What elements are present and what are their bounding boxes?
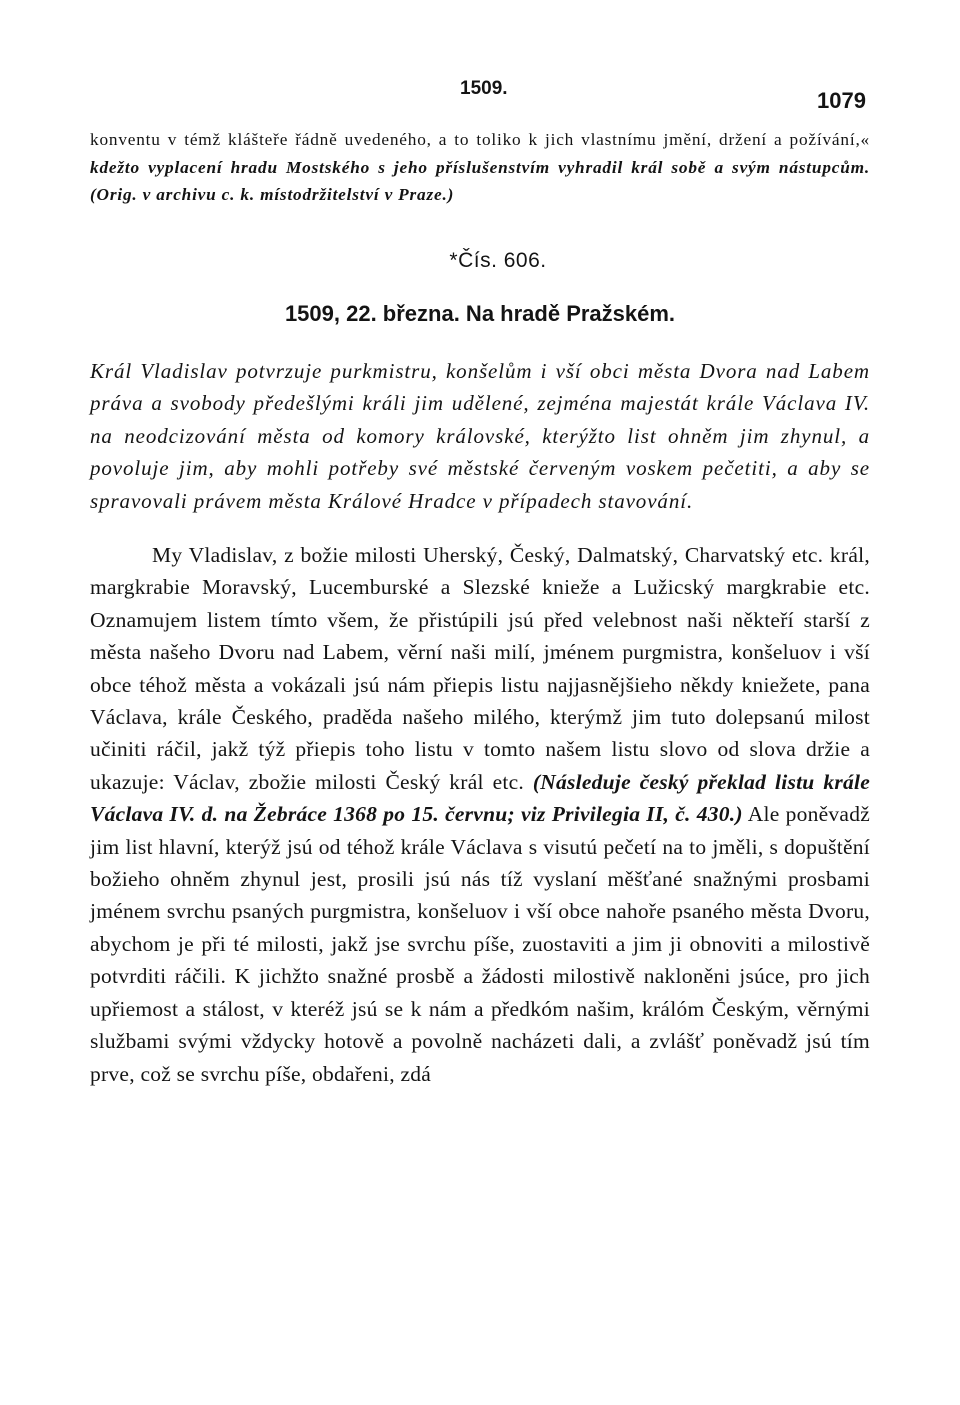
document-body bbox=[90, 539, 870, 1090]
document-page bbox=[90, 78, 870, 1090]
editorial-note: (Následuje český překlad listu krále Václava IV. d. na Žebráce 1368 po 15. červnu; viz Privilegia II, č. 430.) bbox=[90, 769, 870, 827]
running-header bbox=[90, 78, 870, 126]
document-date-place: 1509, 22. března. Na hradě Pražském. bbox=[284, 300, 676, 326]
body-text-part1: My Vladislav, z božie milosti Uherský, Český, Dalmatský, Charvatský etc. král, margkrabie Moravský, Lucemburské a Slezské knieže a Lužicský margkrabie etc. Oznamujem listem tímto všem, že přistúpili jsú před velebnost naši někteří starší z města našeho Dvoru nad Labem, věrní naši milí, jménem purgmistra, konšeluov i vší obce téhož města a vokázali jsú nám přiepis listu najjasnějšieho někdy kniežete, pana Václava, krále Českého, praděda našeho milého, kterýmž jim tuto dolepsanú milost učiniti ráčil, jakž týž přiepis toho listu v tomto našem listu slovo od slova držie a ukazuje: Václav, zbožie milosti Český král etc. bbox=[90, 543, 870, 794]
continuation-paragraph bbox=[90, 126, 870, 209]
document-number: *Čís. 606. bbox=[449, 248, 547, 272]
document-regest: Král Vladislav potvrzuje purkmistru, konšelům i vší obci města Dvora nad Labem práva a svobody předešlými králi jim udělené, zejména majestát krále Václava IV. na neodcizování města od komory královské, kterýžto list ohněm jim zhynul, a povoluje jim, aby mohli potřeby své městské červeným voskem pečetiti, a aby se spravovali právem města Králové Hradce v případech stavování. bbox=[90, 358, 870, 513]
header-year: 1509. bbox=[460, 78, 508, 99]
page-number: 1079 bbox=[817, 88, 866, 113]
continuation-text: konventu v témž klášteře řádně uvedeného, a to toliko k jich vlastnímu jmění, držení a požívání,« bbox=[90, 130, 870, 149]
continuation-italic-note: kdežto vyplacení hradu Mostského s jeho příslušenstvím vyhradil král sobě a svým nástupcům. (Orig. v archivu c. k. místodržitelství v Praze.) bbox=[90, 157, 870, 204]
body-text-part2: Ale poněvadž jim list hlavní, kterýž jsú od téhož krále Václava s visutú pečetí na to jměli, s dopuštění božieho ohněm zhynul jest, prosili jsú nás tíž vyslaní měšťané snažnými prosbami jménem svrchu psaných purgmistra, konšeluov i vší obce nahoře psaného města Dvoru, abychom je při té milosti, jakž jse svrchu píše, zuostaviti a jim ji obnoviti a milostivě potvrditi ráčili. K jichžto snažné prosbě a žádosti milostivě nakloněni jsúce, pro jich upřiemost a stálost, v kteréž jsú se k nám a předkóm našim, králóm Českým, věrnými službami svými vždycky hotově a povolně nacházeti dali, a zvlášť poněvadž jsú tím prve, což se svrchu píše, obdařeni, zdá bbox=[90, 802, 870, 1086]
